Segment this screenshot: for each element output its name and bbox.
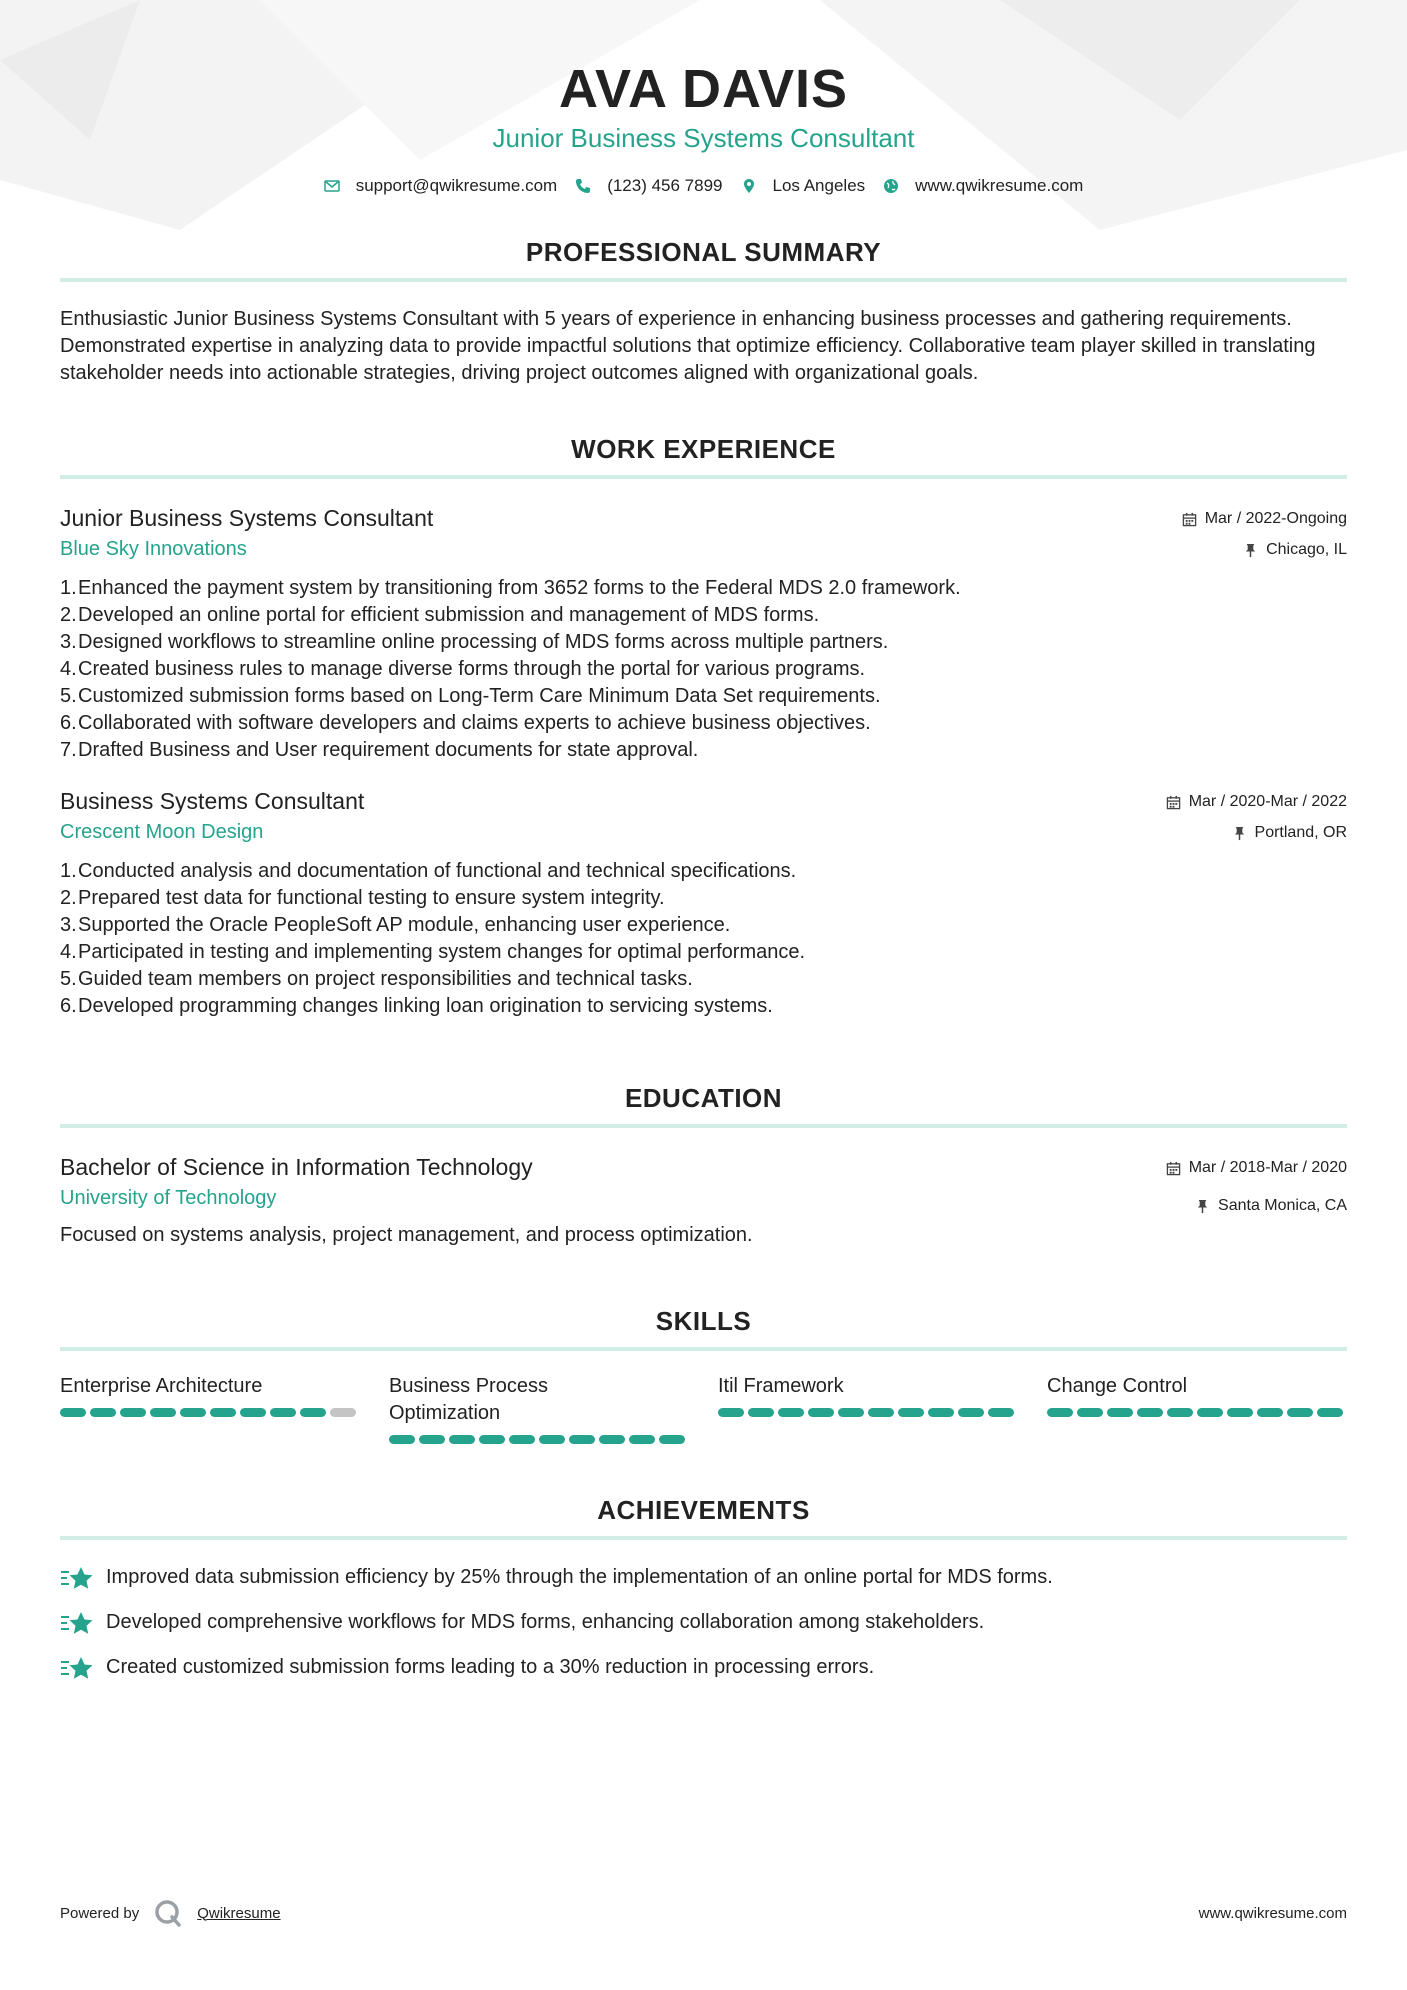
- experience-heading: WORK EXPERIENCE: [571, 434, 836, 464]
- skill-name: Change Control: [1047, 1375, 1188, 1397]
- skill-dot: [90, 1408, 116, 1417]
- footer-website-link[interactable]: www.qwikresume.com: [1198, 1904, 1347, 1922]
- skill-dot: [659, 1435, 685, 1444]
- skills-grid: [60, 1373, 1347, 1444]
- list-item: 3. Designed workflows to streamline online processing of MDS forms across multiple partners.: [60, 631, 889, 653]
- job-company: Blue Sky Innovations: [60, 538, 247, 560]
- achievements-heading: ACHIEVEMENTS: [597, 1495, 810, 1525]
- skill-dot: [569, 1435, 595, 1444]
- skill-dot: [539, 1435, 565, 1444]
- education-dates: Mar / 2018-Mar / 2020: [1188, 1159, 1347, 1176]
- brand-link[interactable]: Qwikresume: [197, 1904, 281, 1922]
- job-dates: Mar / 2022-Ongoing: [1204, 510, 1347, 527]
- skill-dot: [120, 1408, 146, 1417]
- star-icon: [60, 1610, 94, 1636]
- education-meta: [1166, 1152, 1347, 1216]
- job-title: Business Systems Consultant: [60, 788, 365, 814]
- list-item: 3. Supported the Oracle PeopleSoft AP module, enhancing user experience.: [60, 914, 731, 936]
- star-icon: [60, 1565, 94, 1591]
- skill-dot: [838, 1408, 864, 1417]
- pushpin-icon: [1243, 543, 1258, 558]
- list-item: 2. Developed an online portal for efficient submission and management of MDS forms.: [60, 604, 820, 626]
- skill-dot: [1107, 1408, 1133, 1417]
- skill-dot: [1317, 1408, 1343, 1417]
- skill-dot: [449, 1435, 475, 1444]
- list-item: 1. Conducted analysis and documentation of functional and technical specifications.: [60, 860, 797, 882]
- skill-dot: [479, 1435, 505, 1444]
- degree-title: Bachelor of Science in Information Technology: [60, 1154, 533, 1180]
- skill-rating: [60, 1408, 360, 1417]
- calendar-icon: [1166, 795, 1181, 810]
- pushpin-icon: [1232, 826, 1247, 841]
- education-description: Focused on systems analysis, project management, and process optimization.: [60, 1224, 753, 1246]
- skill-dot: [629, 1435, 655, 1444]
- contact-email[interactable]: [324, 176, 558, 196]
- contact-phone[interactable]: [575, 176, 722, 196]
- skill-rating: [1047, 1408, 1347, 1417]
- skill-dot: [270, 1408, 296, 1417]
- skill-dot: [988, 1408, 1014, 1417]
- skill-dot: [419, 1435, 445, 1444]
- skill-dot: [1257, 1408, 1283, 1417]
- section-divider: [60, 1124, 1347, 1128]
- skill-name: Enterprise Architecture: [60, 1375, 263, 1397]
- summary-section: [60, 236, 1347, 387]
- job-bullets: [60, 575, 1347, 764]
- list-item: 2. Prepared test data for functional testing to ensure system integrity.: [60, 887, 665, 909]
- skill-dot: [868, 1408, 894, 1417]
- skill-rating: [718, 1408, 1018, 1417]
- skill-dot: [928, 1408, 954, 1417]
- job-entry: [60, 503, 1347, 764]
- skill-dot: [240, 1408, 266, 1417]
- skill-dot: [748, 1408, 774, 1417]
- skill-dot: [1227, 1408, 1253, 1417]
- website-text: www.qwikresume.com: [915, 176, 1084, 195]
- contact-bar: [60, 176, 1347, 196]
- achievements-list: [60, 1564, 1347, 1681]
- skill-dot: [1197, 1408, 1223, 1417]
- skill-dot: [330, 1408, 356, 1417]
- job-company: Crescent Moon Design: [60, 821, 264, 843]
- education-section: [60, 1082, 1347, 1249]
- globe-icon: [883, 178, 899, 194]
- job-meta: [1182, 503, 1347, 560]
- email-text: support@qwikresume.com: [355, 176, 558, 195]
- education-location: Santa Monica, CA: [1218, 1197, 1347, 1214]
- skill-dot: [150, 1408, 176, 1417]
- star-icon: [60, 1655, 94, 1681]
- list-item: Created customized submission forms leading to a 30% reduction in processing errors.: [60, 1654, 1347, 1681]
- skill-dot: [1137, 1408, 1163, 1417]
- job-title: Junior Business Systems Consultant: [60, 505, 434, 531]
- job-location: Portland, OR: [1254, 824, 1347, 841]
- skill-dot: [599, 1435, 625, 1444]
- summary-heading: PROFESSIONAL SUMMARY: [525, 237, 882, 267]
- job-meta: [1166, 786, 1347, 843]
- list-item: 5. Customized submission forms based on Long-Term Care Minimum Data Set requirements.: [60, 685, 881, 707]
- skill-dot: [778, 1408, 804, 1417]
- list-item: 1. Enhanced the payment system by transitioning from 3652 forms to the Federal MDS 2.0 framework.: [60, 577, 961, 599]
- job-dates: Mar / 2020-Mar / 2022: [1188, 793, 1347, 810]
- job-location: Chicago, IL: [1266, 541, 1347, 558]
- skill-rating: [389, 1435, 689, 1444]
- section-divider: [60, 1536, 1347, 1540]
- calendar-icon: [1182, 512, 1197, 527]
- phone-text: (123) 456 7899: [607, 176, 723, 195]
- skill-dot: [1167, 1408, 1193, 1417]
- skills-heading: SKILLS: [655, 1306, 752, 1336]
- section-divider: [60, 475, 1347, 479]
- candidate-role: Junior Business Systems Consultant: [492, 123, 915, 153]
- section-divider: [60, 1347, 1347, 1351]
- skills-section: [60, 1305, 1347, 1444]
- contact-location: [741, 176, 866, 196]
- skill-dot: [808, 1408, 834, 1417]
- pushpin-icon: [1195, 1199, 1210, 1214]
- skill-name: Itil Framework: [718, 1375, 844, 1397]
- skill-dot: [1287, 1408, 1313, 1417]
- job-bullets: [60, 858, 1347, 1020]
- qwikresume-logo-icon: [153, 1898, 183, 1928]
- skill-item: [389, 1373, 689, 1444]
- education-heading: EDUCATION: [624, 1083, 783, 1113]
- skill-dot: [898, 1408, 924, 1417]
- candidate-name: AVA DAVIS: [558, 59, 849, 119]
- list-item: 6. Developed programming changes linking loan origination to servicing systems.: [60, 995, 773, 1017]
- calendar-icon: [1166, 1161, 1181, 1176]
- skill-item: [1047, 1373, 1347, 1444]
- skill-item: [60, 1373, 360, 1444]
- powered-by: [60, 1898, 281, 1928]
- phone-icon: [575, 178, 591, 194]
- page-footer: [60, 1898, 1347, 1928]
- list-item: 6. Collaborated with software developers and claims experts to achieve business objectives.: [60, 712, 871, 734]
- education-entry: [60, 1152, 1347, 1249]
- experience-section: [60, 433, 1347, 1020]
- skill-name: Business Process Optimization: [389, 1375, 548, 1424]
- skill-dot: [60, 1408, 86, 1417]
- list-item: Developed comprehensive workflows for MDS forms, enhancing collaboration among stakeholders.: [60, 1609, 1347, 1636]
- powered-label: Powered by: [60, 1904, 140, 1922]
- skill-dot: [1047, 1408, 1073, 1417]
- skill-item: [718, 1373, 1018, 1444]
- section-divider: [60, 278, 1347, 282]
- list-item: 4. Created business rules to manage diverse forms through the portal for various programs.: [60, 658, 866, 680]
- list-item: 5. Guided team members on project responsibilities and technical tasks.: [60, 968, 693, 990]
- skill-dot: [718, 1408, 744, 1417]
- map-pin-icon: [741, 178, 757, 194]
- skill-dot: [958, 1408, 984, 1417]
- school-name: University of Technology: [60, 1187, 277, 1209]
- envelope-icon: [324, 178, 340, 194]
- skill-dot: [1077, 1408, 1103, 1417]
- skill-dot: [180, 1408, 206, 1417]
- list-item: 4. Participated in testing and implementing system changes for optimal performance.: [60, 941, 806, 963]
- achievements-section: [60, 1494, 1347, 1681]
- skill-dot: [389, 1435, 415, 1444]
- skill-dot: [509, 1435, 535, 1444]
- skill-dot: [210, 1408, 236, 1417]
- location-text: Los Angeles: [772, 176, 866, 195]
- skill-dot: [300, 1408, 326, 1417]
- contact-website[interactable]: [883, 176, 1083, 196]
- list-item: 7. Drafted Business and User requirement documents for state approval.: [60, 739, 699, 761]
- summary-text: Enthusiastic Junior Business Systems Consultant with 5 years of experience in enhancing business processes and gathering requirements. Demonstrated expertise in analyzing data to provide impactful solutions that optimize efficiency. Collaborative team player skilled in translating stakeholder needs into actionable strategies, driving project outcomes aligned with organizational goals.: [60, 308, 1316, 384]
- list-item: Improved data submission efficiency by 25% through the implementation of an online portal for MDS forms.: [60, 1564, 1347, 1591]
- job-entry: [60, 786, 1347, 1020]
